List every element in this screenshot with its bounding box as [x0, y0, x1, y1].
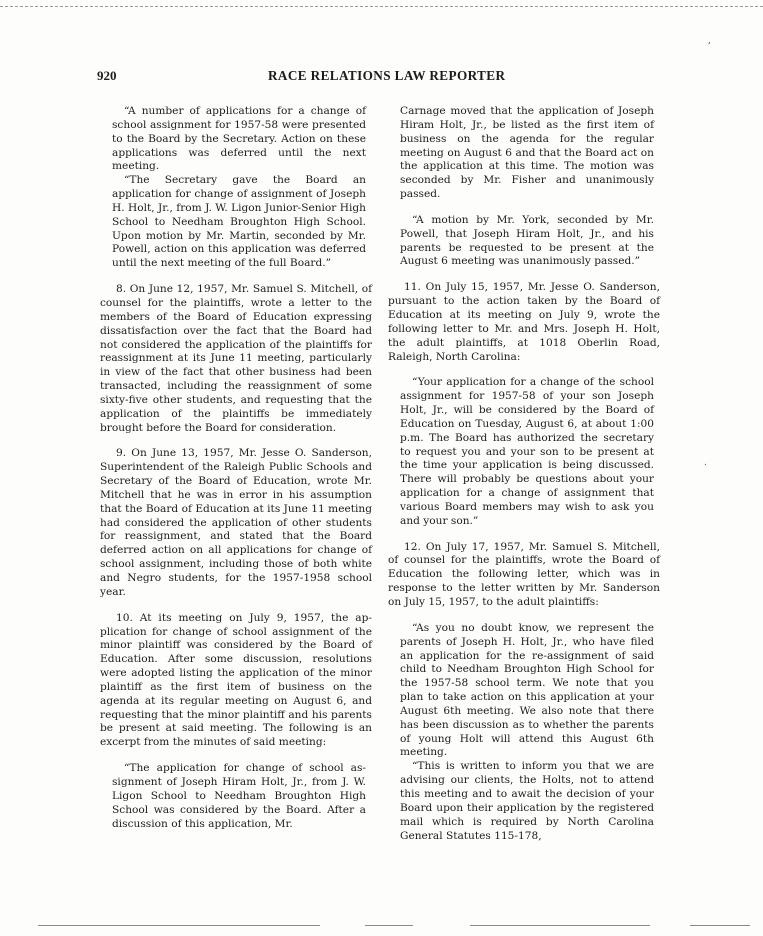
top-edge-line: [0, 6, 763, 7]
page-number: 920: [97, 68, 117, 83]
bottom-edge-lines: [0, 925, 763, 931]
ink-speck: .: [704, 458, 707, 468]
numbered-paragraph-12: 12. On July 17, 1957, Mr. Samuel S. Mitchell, of counsel for the plaintiffs, wrote the Board of Education the following letter, which was in response to the letter written by Mr. Sanderson on July 15, 1957, to the adult plaintiffs:: [388, 540, 660, 608]
quote-paragraph: “This is written to inform you that we are advising our clients, the Holts, not to attend this meeting and to await the decision of your Board upon their application by the registered mail which is required by North Carolina General Statutes 115-178,: [400, 760, 654, 842]
quote-paragraph: “A motion by Mr. York, seconded by Mr. Powell, that Joseph Hiram Holt, Jr., and his parents be requested to be present at the August 6 meeting was unanimously passed.”: [400, 213, 654, 268]
quote-paragraph: “Your application for a change of the school assignment for 1957-58 of your son Joseph Holt, Jr., will be considered by the Board of Education on Tuesday, August 6, at about 1:00 p.m. The Board has authorized the secretary to request you and your son to be present at the time your application is being discussed. There will probably be questions about your application for a change of assignment that various Board members may wish to ask you and your son.”: [400, 376, 654, 527]
quote-paragraph: “As you no doubt know, we represent the parents of Joseph H. Holt, Jr., who have filed an application for the re-assignment of said child to Needham Broughton High School for the 1957-58 school term. We note that you plan to take action on this application at your August 6th meeting. We also note that there has been discussion as to whether the parents of young Holt will attend this August 6th meeting.: [400, 621, 654, 759]
quote-paragraph: “A number of applications for a change of school assignment for 1957-58 were presented to the Board by the Secretary. Action on these applications was deferred until the next meeting.: [112, 105, 366, 173]
quote-paragraph: Carnage moved that the application of Joseph Hiram Holt, Jr., be listed as the first item of business on the agenda for the regular meeting on August 6 and that the Board act on the application at this time. The motion was seconded by Mr. Fisher and unanimously passed.: [400, 105, 654, 201]
bottom-rule: [365, 925, 413, 926]
numbered-paragraph-8: 8. On June 12, 1957, Mr. Samuel S. Mitchell, of counsel for the plaintiffs, wrote a letter to the members of the Board of Education expressing dissatisfaction over the fact that the Board had not considered the application of the plaintiffs for reassignment at its June 11 meeting, particularly in view of the fact that other business had been transacted, including the reassignment of some sixty-five other students, and requesting that the application of the plaintiffs be immediately brought before the Board for consideration.: [100, 283, 372, 434]
ink-speck: ,: [708, 36, 711, 46]
right-column: [388, 105, 660, 843]
numbered-paragraph-9: 9. On June 13, 1957, Mr. Jesse O. Sanderson, Superintendent of the Raleigh Public Schools and Secretary of the Board of Education, wrote Mr. Mitchell that he was in error in his assumption that the Board of Education at its June 11 meeting had considered the application of other students for reassignment, and stated that the Board deferred action on all applications for change of school assignment, including those of both white and Negro students, for the 1957-1958 school year.: [100, 447, 372, 598]
quote-paragraph: “The Secretary gave the Board an application for change of assignment of Joseph H. Holt, Jr., from J. W. Ligon Junior-Senior High School to Needham Broughton High School. Upon motion by Mr. Martin, seconded by Mr. Powell, action on this application was deferred until the next meeting of the full Board.”: [112, 174, 366, 270]
page-header: [0, 68, 763, 88]
quote-paragraph: “The application for change of school assignment of Joseph Hiram Holt, Jr., from J. W. Ligon School to Needham Broughton High School was considered by the Board. After a discussion of this application, Mr.: [112, 762, 366, 830]
numbered-paragraph-10: 10. At its meeting on July 9, 1957, the application for change of school assignment of the minor plaintiff was considered by the Board of Education. After some discussion, resolutions were adopted listing the application of the minor plaintiff as the first item of business on the agenda at its regular meeting on August 6, and requesting that the minor plaintiff and his parents be present at said meeting. The following is an excerpt from the minutes of said meeting:: [100, 611, 372, 749]
bottom-rule: [690, 925, 750, 926]
running-title: RACE RELATIONS LAW REPORTER: [268, 68, 506, 83]
bottom-rule: [470, 925, 650, 926]
bottom-rule: [38, 925, 320, 926]
left-column: [100, 105, 372, 831]
numbered-paragraph-11: 11. On July 15, 1957, Mr. Jesse O. Sanderson, pursuant to the action taken by the Board of Education at its meeting on July 9, wrote the following letter to Mr. and Mrs. Joseph H. Holt, the adult plaintiffs, at 1018 Oberlin Road, Raleigh, North Carolina:: [388, 281, 660, 363]
